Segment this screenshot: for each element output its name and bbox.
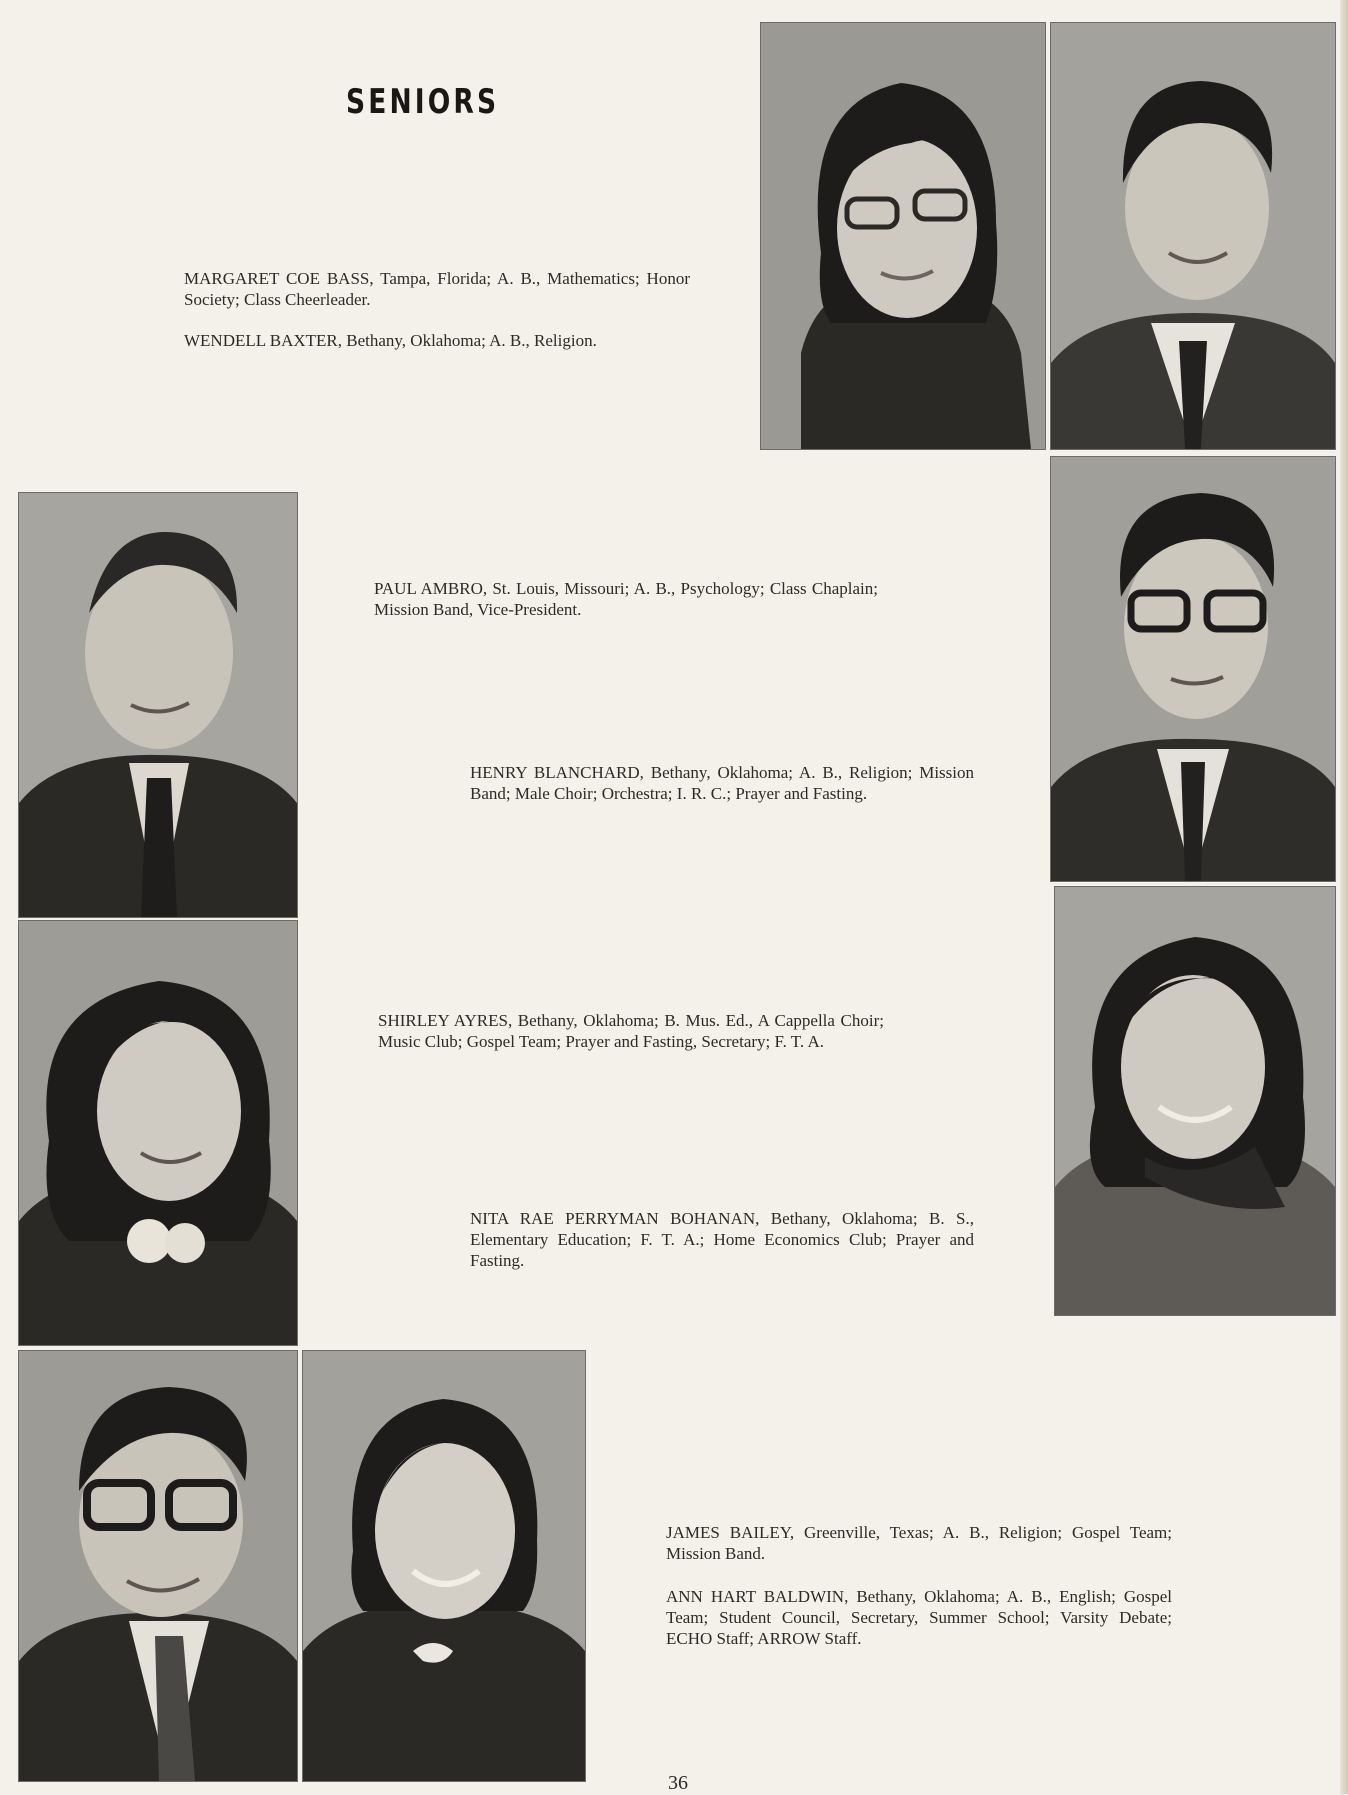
portrait-shirley-ayres <box>18 920 298 1346</box>
bio-text: HENRY BLANCHARD, Bethany, Oklahoma; A. B., Religion; Mission Band; Male Choir; Orchestra; I. R. C.; Prayer and Fasting. <box>470 763 974 803</box>
bio-paul-ambro <box>374 578 878 620</box>
bio-ann-baldwin <box>666 1586 1172 1649</box>
bio-text: SHIRLEY AYRES, Bethany, Oklahoma; B. Mus. Ed., A Cappella Choir; Music Club; Gospel Team; Prayer and Fasting, Secretary; F. T. A. <box>378 1011 884 1051</box>
bio-text: ANN HART BALDWIN, Bethany, Oklahoma; A. B., English; Gospel Team; Student Council, Secretary, Summer School; Varsity Debate; ECHO Staff; ARROW Staff. <box>666 1587 1172 1648</box>
page-title: SENIORS <box>346 82 500 122</box>
bio-margaret-bass <box>184 268 690 310</box>
page-number: 36 <box>668 1772 688 1794</box>
portrait-james-bailey <box>18 1350 298 1782</box>
bio-text: MARGARET COE BASS, Tampa, Florida; A. B., Mathematics; Honor Society; Class Cheerleader. <box>184 269 690 309</box>
bio-james-bailey <box>666 1522 1172 1564</box>
portrait-ann-baldwin <box>302 1350 586 1782</box>
bio-text: JAMES BAILEY, Greenville, Texas; A. B., Religion; Gospel Team; Mission Band. <box>666 1523 1172 1563</box>
portrait-paul-ambro <box>18 492 298 918</box>
portrait-wendell-baxter <box>1050 22 1336 450</box>
bio-text: PAUL AMBRO, St. Louis, Missouri; A. B., Psychology; Class Chaplain; Mission Band, Vice-President. <box>374 579 878 619</box>
bio-henry-blanchard <box>470 762 974 804</box>
page-edge <box>1340 0 1348 1794</box>
portrait-henry-blanchard <box>1050 456 1336 882</box>
portrait-margaret-bass <box>760 22 1046 450</box>
bio-text: NITA RAE PERRYMAN BOHANAN, Bethany, Oklahoma; B. S., Elementary Education; F. T. A.; Home Economics Club; Prayer and Fasting. <box>470 1209 974 1270</box>
bio-nita-bohanan <box>470 1208 974 1271</box>
bio-wendell-baxter <box>184 330 690 351</box>
portrait-nita-bohanan <box>1054 886 1336 1316</box>
bio-text: WENDELL BAXTER, Bethany, Oklahoma; A. B., Religion. <box>184 331 597 350</box>
bio-shirley-ayres <box>378 1010 884 1052</box>
